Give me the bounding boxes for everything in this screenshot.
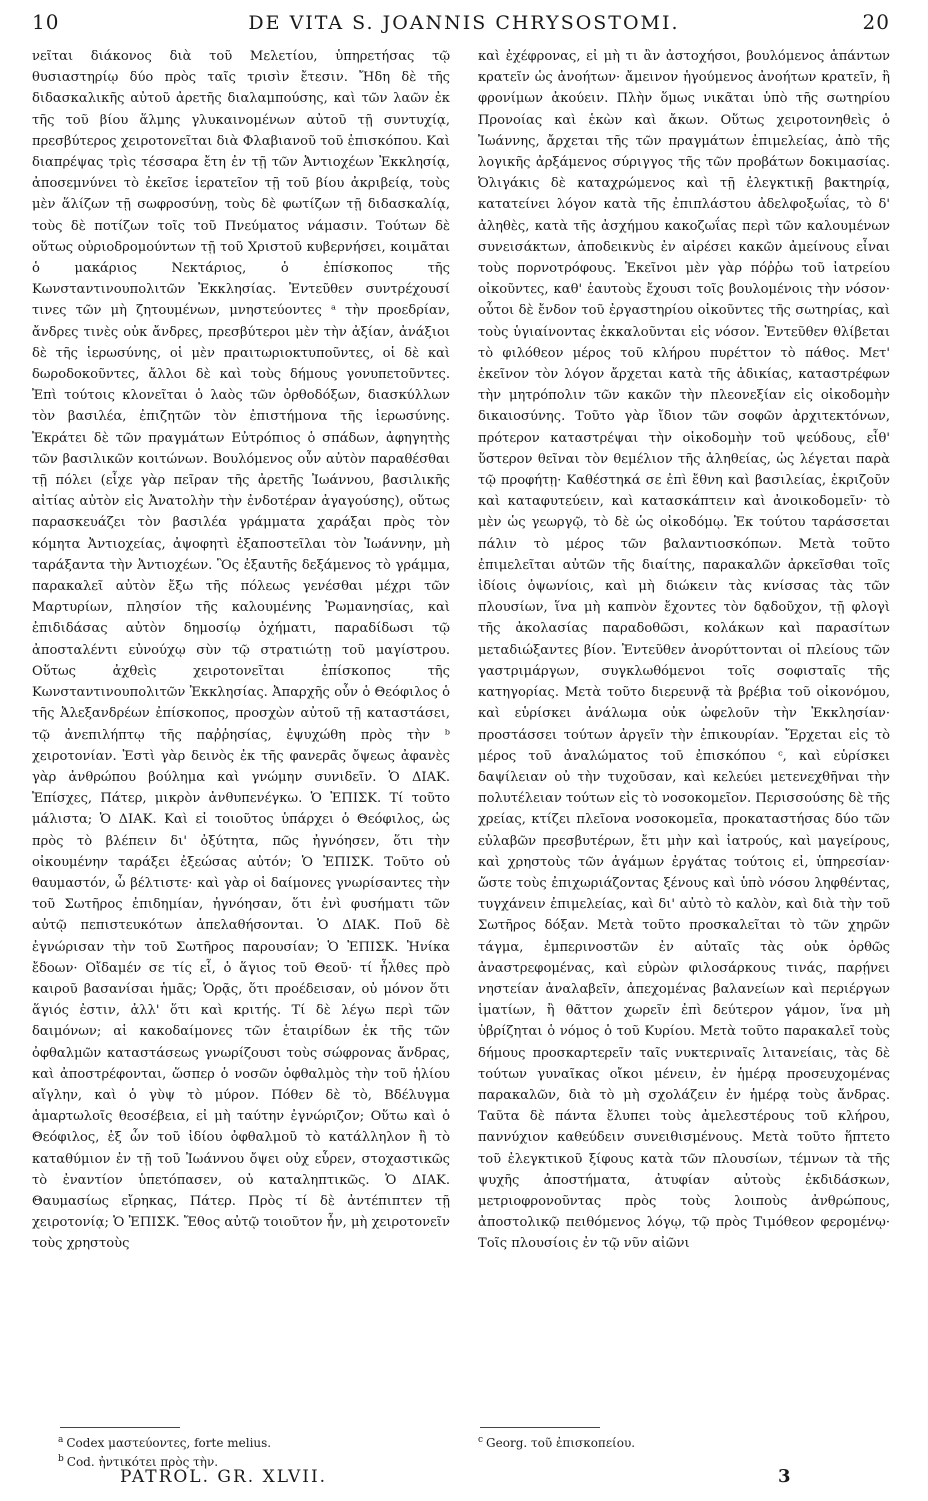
footnote-b-text: Cod. ἠντικότει πρὸς τὴν. — [66, 1455, 219, 1469]
series-signature: PATROL. GR. XLVII. — [120, 1467, 328, 1487]
footnote-c — [478, 1432, 890, 1451]
column-right-text: καὶ ἐχέφρονας, εἰ μὴ τι ἂν ἀστοχήσοι, βουλόμενος ἁπάντων κρατεῖν ὡς ἀνοήτων· ἄμεινον ἡγούμενος ἀνοήτων κρατεῖν, ἢ φρονίμων ἀκούειν. Πλὴν ὅμως νικᾶται ὑπὸ τῆς σωτηρίου Προνοίας καὶ ἑκὼν καὶ ἄκων. Οὕτως χειροτονηθεὶς ὁ Ἰωάννης, ἄρχεται τῆς τῶν πραγμάτων ἐπιμελείας, ἀπὸ τῆς λογικῆς ἀρξάμενος σύριγγος τῆς τῶν προβάτων δοκιμασίας. Ὀλιγάκις δὲ καταχρώμενος καὶ τῇ ἐλεγκτικῇ βακτηρίᾳ, κατατείνει λόγον κατὰ τῆς ἐπιπλάστου ἀδελφοξωΐας, τὸ δ' ἀληθὲς, κατὰ τῆς ἀσχήμου κακοζωΐας περὶ τῶν καλουμένων συνεισάκτων, ἀποδεικνὺς ἐν αἱρέσει κακῶν ἀμείνους εἶναι τοὺς πορνοτρόφους. Ἐκεῖνοι μὲν γὰρ πόῤῥω τοῦ ἰατρείου οἰκοῦντες, καθ' ἑαυτοὺς ἔχουσι τοῖς βουλομένοις τὴν νόσον· οὗτοι δὲ ἔνδον τοῦ ἐργαστηρίου οἰκοῦντες τῆς σωτηρίας, καὶ τοὺς ὑγιαίνοντας ἐκκαλοῦνται εἰς νόσον. Ἐντεῦθεν θλίβεται τὸ φιλόθεον μέρος τοῦ κλήρου πυρέττον τὸ πάθος. Μετ' ἐκεῖνον τὸν λόγον ἄρχεται κατὰ τῆς ἀδικίας, καταστρέφων τὴν μητρόπολιν τῶν κακῶν τὴν πλεονεξίαν εἰς οἰκοδομὴν δικαιοσύνης. Τοῦτο γὰρ ἴδιον τῶν σοφῶν ἀρχιτεκτόνων, πρότερον καταστρέψαι τὴν οἰκοδομὴν τοῦ ψεύδους, εἶθ' ὕστερον θεῖναι τὸν θεμέλιον τῆς ἀληθείας, ὡς λέγεται παρὰ τῷ προφήτῃ· Καθέστηκά σε ἐπὶ ἔθνη καὶ βασιλείας, ἐκριζοῦν καὶ καταφυτεύειν, καὶ κατασκάπτειν καὶ ἀνοικοδομεῖν· τὸ μὲν ὡς γεωργῷ, τὸ δὲ ὡς οἰκοδόμῳ. Ἐκ τούτου ταράσσεται πάλιν τὸ μέρος τῶν βαλαντιοσκόπων. Μετὰ τοῦτο ἐπιμελεῖται αὐτῶν τῆς διαίτης, παρακαλῶν ἀρκεῖσθαι τοῖς ἰδίοις ὀψωνίοις, καὶ μὴ διώκειν τὰς κνίσσας τὰς τῶν πλουσίων, ἵνα μὴ καπνὸν ἔχοντες τὸν δᾳδοῦχον, τῇ φλογὶ τῆς ἀκολασίας παραδοθῶσι, κολάκων καὶ παρασίτων μεταδιώξαντες βίον. Ἐντεῦθεν ἀνορύττονται οἱ πλείους τῶν γαστριμάργων, συγκλωθόμενοι τοῖς σοφισταῖς τῆς κατηγορίας. Μετὰ τοῦτο διερευνᾷ τὰ βρέβια τοῦ οἰκονόμου, καὶ εὑρίσκει ἀνάλωμα οὐκ ὠφελοῦν τὴν Ἐκκλησίαν· προστάσσει τούτων ἀργεῖν τὴν ἐπικουρίαν. Ἔρχεται εἰς τὸ μέρος τοῦ ἀναλώματος τοῦ ἐπισκόπου ᶜ, καὶ εὑρίσκει δαψίλειαν οὐ τὴν τυχοῦσαν, καὶ κελεύει μετενεχθῆναι τὴν πολυτέλειαν τούτων εἰς τὸ νοσοκομεῖον. Περισσούσης δὲ τῆς χρείας, κτίζει πλεῖονα νοσοκομεῖα, προκαταστήσας δύο τῶν εὐλαβῶν πρεσβυτέρων, ἔτι μὴν καὶ ἰατρούς, καὶ μαγείρους, καὶ χρηστοὺς τῶν ἀγάμων ἐργάτας τούτοις εἰ, ὑπηρεσίαν· ὥστε τοὺς ἐπιχωριάζοντας ξένους καὶ ὑπὸ νόσου ληφθέντας, τυγχάνειν ἐπιμελείας, καὶ δι' αὐτὸ τὸ καλὸν, καὶ διὰ τὴν τοῦ Σωτῆρος δόξαν. Μετὰ τοῦτο προσκαλεῖται τὸ τῶν χηρῶν τάγμα, ἐμπερινοστῶν ἐν αὐταῖς τὰς οὐκ ὀρθῶς ἀναστρεφομένας, καὶ εὑρὼν φιλοσάρκους τινάς, παρῄνει νηστείαν ἀναλαβεῖν, ἀπεχομένας βαλανείων καὶ περιέργων ἱματίων, ἢ θᾶττον χωρεῖν ἐπὶ δεύτερον γάμον, ἵνα μὴ ὑβρίζηται ὁ νόμος ὁ τοῦ Κυρίου. Μετὰ τοῦτο παρακαλεῖ τοὺς δήμους προσκαρτερεῖν ταῖς νυκτεριναῖς λιτανείαις, τὰς δὲ τούτων γυναῖκας οἴκοι μένειν, ἐν ἡμέρᾳ προσευχομένας παρακαλῶν, διὰ τὸ μὴ σχολάζειν ἐν ἡμέρᾳ τοὺς ἄνδρας. Ταῦτα δὲ πάντα ἔλυπει τοὺς ἀμελεστέρους τοῦ κλήρου, παννύχιον καθεύδειν συνειθισμένους. Μετὰ τοῦτο ἥπτετο τοῦ ἐλεγκτικοῦ ξίφους κατὰ τῶν πλουσίων, τέμνων τὰ τῆς ψυχῆς ἀποστήματα, ἀτυφίαν αὐτοὺς ἐκδιδάσκων, μετριοφρονοῦντας πρὸς τοὺς λοιποὺς ἀνθρώπους, ἀποστολικῷ πειθόμενος λόγῳ, τῷ πρὸς Τιμόθεον φερομένῳ· Τοῖς πλουσίοις ἐν τῷ νῦν αἰῶνι — [478, 49, 890, 1252]
footnote-a-text: Codex μαστεύοντες, forte melius. — [66, 1436, 272, 1450]
column-left-text: νεῖται διάκονος διὰ τοῦ Μελετίου, ὑπηρετήσας τῷ θυσιαστηρίῳ δύο πρὸς ταῖς τρισὶν ἔτεσιν. Ἤδη δὲ τῆς διδασκαλικῆς αὐτοῦ ἀρετῆς διαλαμπούσης, καὶ τῶν λαῶν ἐκ τῆς τοῦ βίου ἅλμης γλυκαινομένων αὐτοῦ τῇ συντυχίᾳ, πρεσβύτερος χειροτονεῖται διὰ Φλαβιανοῦ τοῦ ἐπισκόπου. Καὶ διαπρέψας τρὶς τέσσαρα ἔτη ἐν τῇ τῶν Ἀντιοχέων Ἐκκλησίᾳ, ἀποσεμνύνει τὸ ἐκεῖσε ἱερατεῖον τῇ τοῦ βίου ἀκριβείᾳ, τοὺς μὲν ἅλίζων τῇ σωφροσύνῃ, τοὺς δὲ φωτίζων τῇ διδασκαλίᾳ, τοὺς δὲ ποτίζων τοῖς τοῦ Πνεύματος νάμασιν. Τούτων δὲ οὕτως οὐριοδρομούντων τῇ τοῦ Χριστοῦ κυβερνήσει, κοιμᾶται ὁ μακάριος Νεκτάριος, ὁ ἐπίσκοπος τῆς Κωνσταντινουπολιτῶν Ἐκκλησίας. Ἐντεῦθεν συντρέχουσί τινες τῶν μὴ ζητουμένων, μνηστεύοντες ᵃ τὴν προεδρίαν, ἄνδρες τινὲς οὐκ ἄνδρες, πρεσβύτεροι μὲν τὴν ἀξίαν, ἀνάξιοι δὲ τῆς ἱερωσύνης, οἱ μὲν πραιτωριοκτυποῦντες, οἱ δὲ καὶ δωροδοκοῦντες, ἄλλοι δὲ καὶ τοὺς δήμους γονυπετοῦντες. Ἐπὶ τούτοις κλονεῖται ὁ λαὸς τῶν ὀρθοδόξων, διασκύλλων τὸν βασιλέα, ἐπιζητῶν τὸν ἐπιστήμονα τῆς ἱερωσύνης. Ἐκράτει δὲ τῶν πραγμάτων Εὐτρόπιος ὁ σπάδων, ἀφηγητὴς τῶν βασιλικῶν κοιτώνων. Βουλόμενος οὖν αὐτὸν παραθέσθαι τῇ πόλει (εἶχε γὰρ πεῖραν τῆς ἀρετῆς Ἰωάννου, βασιλικῆς αἰτίας αὐτὸν εἰς Ἀνατολὴν τὴν ἐνδοτέραν ἀγαγούσης), οὕτως παρασκευάζει τὸν βασιλέα γράμματα χαράξαι πρὸς τὸν κόμητα Ἀντιοχείας, ἀψοφητὶ ἐξαποστεῖλαι τὸν Ἰωάννην, μὴ ταράξαντα τὴν Ἀντιοχέων. Ὃς ἐξαυτῆς δεξάμενος τὸ γράμμα, παρακαλεῖ αὐτὸν ἔξω τῆς πόλεως γενέσθαι μέχρι τῶν Μαρτυρίων, πλησίον τῆς καλουμένης Ῥωμανησίας, καὶ ἐπιδιδάσας αὐτὸν δημοσίῳ ὀχήματι, παραδίδωσι τῷ ἀποσταλέντι εὐνούχῳ σὺν τῷ στρατιώτῃ τοῦ μαγίστρου. Οὕτως ἀχθεὶς χειροτονεῖται ἐπίσκοπος τῆς Κωνσταντινουπολιτῶν Ἐκκλησίας. Ἀπαρχῆς οὖν ὁ Θεόφιλος ὁ τῆς Ἀλεξανδρέων ἐπίσκοπος, προσχὼν αὐτοῦ τῇ καταστάσει, τῷ ἀνεπιλήπτῳ τῆς παῤῥησίας, ἐψυχώθη πρὸς τὴν ᵇ χειροτονίαν. Ἐστὶ γὰρ δεινὸς ἐκ τῆς φανερᾶς ὄψεως ἀφανὲς γὰρ ἀνθρώπου βούλημα καὶ γνώμην συνιδεῖν. Ὁ ΔΙΑΚ. Ἐπίσχες, Πάτερ, μικρὸν ἀνθυπενέγκω. Ὁ ἘΠΙΣΚ. Τί τοῦτο μάλιστα; Ὁ ΔΙΑΚ. Καὶ εἰ τοιοῦτος ὑπάρχει ὁ Θεόφιλος, ὡς πρὸς τὸ βλέπειν δι' ὀξύτητα, πῶς ἠγνόησεν, ὅτι τὴν οἰκουμένην ταράξει ἐξεώσας αὐτόν; Ὁ ἘΠΙΣΚ. Τοῦτο οὐ θαυμαστόν, ὦ βέλτιστε· καὶ γὰρ οἱ δαίμονες γνωρίσαντες τὴν τοῦ Σωτῆρος ἐπιδημίαν, ἠγνόησαν, ὅτι ἐνὶ φυσήματι τῶν αὐτῷ πεπιστευκότων ἀπελαθήσονται. Ὁ ΔΙΑΚ. Ποῦ δὲ ἐγνώρισαν τὴν τοῦ Σωτῆρος παρουσίαν; Ὁ ἘΠΙΣΚ. Ἡνίκα ἔδοων· Οἴδαμέν σε τίς εἶ, ὁ ἅγιος τοῦ Θεοῦ· τί ἦλθες πρὸ καιροῦ βασανίσαι ἡμᾶς; Ὁρᾷς, ὅτι προέδεισαν, οὐ μόνον ὅτι ἅγιός ἐστιν, ἀλλ' ὅτι καὶ κριτής. Τί δὲ λέγω περὶ τῶν δαιμόνων; αἱ κακοδαίμονες τῶν ἑταιρίδων ἐκ τῆς τῶν ὀφθαλμῶν καταστάσεως γνωρίζουσι τοὺς σώφρονας ἄνδρας, καὶ ἀποστρέφονται, ὥσπερ ὁ νοσῶν ὀφθαλμὸς τὴν τοῦ ἡλίου αἴγλην, καὶ ὁ γὺψ τὸ μύρον. Πόθεν δὲ τὸ, Βδέλυγμα ἁμαρτωλοῖς θεοσέβεια, εἰ μὴ ταύτην ἐγνώριζον; Οὕτω καὶ ὁ Θεόφιλος, ἐξ ὧν τοῦ ἰδίου ὀφθαλμοῦ τὸ κατάλληλον ἢ τὸ καταθύμιον ἐν τῇ τοῦ Ἰωάννου ὄψει οὐχ εὗρεν, στοχαστικῶς τὸ ἐναντίον ὑπετόπασεν, οὐ καταληπτικῶς. Ὁ ΔΙΑΚ. Θαυμασίως εἴρηκας, Πάτερ. Πρὸς τί δὲ ἀντέπιπτεν τῇ χειροτονίᾳ; Ὁ ἘΠΙΣΚ. Ἔθος αὐτῷ τοιοῦτον ἦν, μὴ χειροτονεῖν τοὺς χρηστοὺς — [32, 49, 450, 1252]
gathering-number: 3 — [778, 1466, 791, 1487]
footnote-c-text: Georg. τοῦ ἐπισκοπείου. — [486, 1436, 636, 1450]
footnote-c-mark: c — [478, 1435, 484, 1445]
page-number-right: 20 — [862, 10, 890, 34]
running-title: DE VITA S. JOANNIS CHRYSOSTOMI. — [248, 12, 680, 34]
text-column-right — [478, 46, 890, 1416]
footnote-b-mark: b — [58, 1454, 64, 1464]
footnotes-right — [478, 1432, 890, 1451]
text-column-left — [32, 46, 450, 1416]
footnotes-left — [58, 1432, 438, 1470]
footnote-a-mark: a — [58, 1435, 64, 1445]
footnote-a — [58, 1432, 438, 1451]
footnote-rule-right — [480, 1427, 600, 1428]
footnote-rule-left — [60, 1427, 180, 1428]
page-number-left: 10 — [32, 10, 60, 34]
